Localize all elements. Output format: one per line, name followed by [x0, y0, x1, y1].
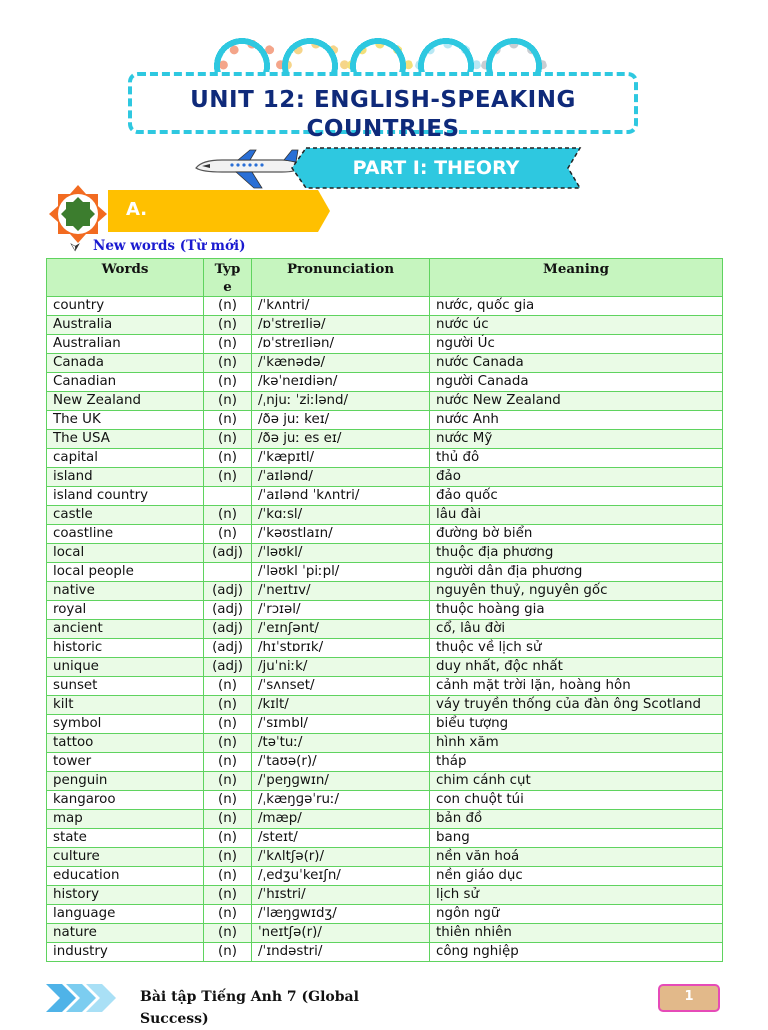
cell-type: (n)	[204, 772, 252, 791]
cell-pronunciation: /ˈeɪnʃənt/	[252, 620, 430, 639]
cell-pronunciation: /ˈpeŋɡwɪn/	[252, 772, 430, 791]
table-row	[47, 563, 723, 582]
table-row	[47, 506, 723, 525]
cell-type: (n)	[204, 867, 252, 886]
cell-word: history	[47, 886, 204, 905]
cell-type: (n)	[204, 354, 252, 373]
cell-meaning: thuộc hoàng gia	[430, 601, 723, 620]
cell-type: (n)	[204, 753, 252, 772]
cell-meaning: cảnh mặt trời lặn, hoàng hôn	[430, 677, 723, 696]
table-row	[47, 411, 723, 430]
cell-word: capital	[47, 449, 204, 468]
cell-word: Canadian	[47, 373, 204, 392]
cell-type	[204, 487, 252, 506]
table-row	[47, 943, 723, 962]
table-row	[47, 810, 723, 829]
cell-meaning: nguyên thuỷ, nguyên gốc	[430, 582, 723, 601]
cell-pronunciation: /steɪt/	[252, 829, 430, 848]
cell-type	[204, 563, 252, 582]
cell-pronunciation: /ɒˈstreɪliə/	[252, 316, 430, 335]
cell-type: (n)	[204, 696, 252, 715]
part-label: PART I: THEORY	[352, 157, 520, 179]
cell-word: historic	[47, 639, 204, 658]
cell-meaning: váy truyền thống của đàn ông Scotland	[430, 696, 723, 715]
cell-type: (n)	[204, 848, 252, 867]
cell-meaning: con chuột túi	[430, 791, 723, 810]
cell-meaning: lâu đài	[430, 506, 723, 525]
table-row	[47, 696, 723, 715]
cell-pronunciation: /ˈkʌltʃə(r)/	[252, 848, 430, 867]
cell-type: (n)	[204, 886, 252, 905]
cell-pronunciation: /kɪlt/	[252, 696, 430, 715]
cell-word: New Zealand	[47, 392, 204, 411]
cell-type: (n)	[204, 791, 252, 810]
vocabulary-table	[46, 258, 723, 962]
cell-word: Australian	[47, 335, 204, 354]
table-row	[47, 715, 723, 734]
table-row	[47, 734, 723, 753]
cell-meaning: biểu tượng	[430, 715, 723, 734]
cell-type: (adj)	[204, 620, 252, 639]
cell-word: penguin	[47, 772, 204, 791]
arrow-bullet-icon: ⮛	[70, 240, 81, 254]
cell-pronunciation: /ðə juː keɪ/	[252, 411, 430, 430]
table-row	[47, 772, 723, 791]
cell-type: (n)	[204, 392, 252, 411]
cell-meaning: cổ, lâu đời	[430, 620, 723, 639]
table-header-row	[47, 259, 723, 297]
cell-word: coastline	[47, 525, 204, 544]
cell-meaning: nền giáo dục	[430, 867, 723, 886]
table-row	[47, 829, 723, 848]
cell-pronunciation: /ðə juː es eɪ/	[252, 430, 430, 449]
cell-word: kilt	[47, 696, 204, 715]
airplane-icon	[192, 148, 304, 192]
table-row	[47, 620, 723, 639]
cell-type: (n)	[204, 373, 252, 392]
cell-pronunciation: /ˈkænədə/	[252, 354, 430, 373]
table-row	[47, 886, 723, 905]
table-row	[47, 487, 723, 506]
cell-pronunciation: /ˌedʒuˈkeɪʃn/	[252, 867, 430, 886]
section-label: A.	[126, 199, 148, 220]
table-row	[47, 316, 723, 335]
cell-meaning: người Canada	[430, 373, 723, 392]
cell-pronunciation: /mæp/	[252, 810, 430, 829]
cell-meaning: đảo	[430, 468, 723, 487]
cell-type: (n)	[204, 829, 252, 848]
cell-type: (adj)	[204, 544, 252, 563]
cell-pronunciation: /ˈaɪlənd ˈkʌntri/	[252, 487, 430, 506]
table-row	[47, 449, 723, 468]
cell-pronunciation: /kəˈneɪdiən/	[252, 373, 430, 392]
cell-word: symbol	[47, 715, 204, 734]
cell-meaning: người Úc	[430, 335, 723, 354]
page-number: 1	[684, 989, 694, 1004]
cell-type: (n)	[204, 297, 252, 316]
cell-type: (n)	[204, 810, 252, 829]
cell-meaning: nước Anh	[430, 411, 723, 430]
cell-word: island country	[47, 487, 204, 506]
cell-word: local	[47, 544, 204, 563]
cell-meaning: đảo quốc	[430, 487, 723, 506]
cell-pronunciation: /ˈneɪtɪv/	[252, 582, 430, 601]
chevron-arrows-icon	[46, 984, 126, 1012]
cell-pronunciation: /ˌkæŋɡəˈruː/	[252, 791, 430, 810]
table-row	[47, 791, 723, 810]
cell-meaning: nền văn hoá	[430, 848, 723, 867]
cell-word: country	[47, 297, 204, 316]
cell-type: (n)	[204, 677, 252, 696]
cell-word: Canada	[47, 354, 204, 373]
column-header-meaning: Meaning	[430, 259, 723, 297]
cell-meaning: bang	[430, 829, 723, 848]
cell-type: (n)	[204, 715, 252, 734]
cell-word: tower	[47, 753, 204, 772]
cell-word: nature	[47, 924, 204, 943]
cell-type: (adj)	[204, 601, 252, 620]
table-row	[47, 924, 723, 943]
cell-word: unique	[47, 658, 204, 677]
table-row	[47, 392, 723, 411]
cell-word: education	[47, 867, 204, 886]
cell-meaning: thuộc địa phương	[430, 544, 723, 563]
cell-meaning: người dân địa phương	[430, 563, 723, 582]
cell-type: (n)	[204, 506, 252, 525]
cell-pronunciation: /ˈkʌntri/	[252, 297, 430, 316]
cell-word: The UK	[47, 411, 204, 430]
cell-word: map	[47, 810, 204, 829]
table-row	[47, 544, 723, 563]
cell-pronunciation: /ˈkɑːsl/	[252, 506, 430, 525]
cell-meaning: nước, quốc gia	[430, 297, 723, 316]
cell-word: local people	[47, 563, 204, 582]
cell-type: (n)	[204, 449, 252, 468]
cell-meaning: hình xăm	[430, 734, 723, 753]
cell-meaning: nước úc	[430, 316, 723, 335]
cell-type: (adj)	[204, 658, 252, 677]
cell-meaning: chim cánh cụt	[430, 772, 723, 791]
table-row	[47, 867, 723, 886]
column-header-words: Words	[47, 259, 204, 297]
cell-meaning: tháp	[430, 753, 723, 772]
column-header-pronunciation: Pronunciation	[252, 259, 430, 297]
table-row	[47, 525, 723, 544]
cell-word: kangaroo	[47, 791, 204, 810]
cell-pronunciation: /ˈləʊkl/	[252, 544, 430, 563]
cell-pronunciation: /ˈtaʊə(r)/	[252, 753, 430, 772]
cell-pronunciation: /ˈsɪmbl/	[252, 715, 430, 734]
table-body	[47, 297, 723, 962]
cell-type: (n)	[204, 734, 252, 753]
unit-title: UNIT 12: ENGLISH-SPEAKING COUNTRIES	[190, 87, 576, 142]
cell-pronunciation: /ɒˈstreɪliən/	[252, 335, 430, 354]
cell-meaning: thuộc về lịch sử	[430, 639, 723, 658]
cell-type: (adj)	[204, 639, 252, 658]
table-row	[47, 373, 723, 392]
cell-word: ancient	[47, 620, 204, 639]
cell-type: (n)	[204, 411, 252, 430]
cell-meaning: bản đồ	[430, 810, 723, 829]
cell-word: native	[47, 582, 204, 601]
footer-book-title: Bài tập Tiếng Anh 7 (Global Success)	[140, 989, 359, 1027]
cell-pronunciation: /ˈhɪstri/	[252, 886, 430, 905]
table-row	[47, 354, 723, 373]
cell-meaning: nước New Zealand	[430, 392, 723, 411]
cell-word: language	[47, 905, 204, 924]
new-words-heading: New words (Từ mới)	[93, 238, 246, 254]
star-badge-icon	[48, 184, 108, 244]
cell-word: state	[47, 829, 204, 848]
cell-word: The USA	[47, 430, 204, 449]
gear-icon	[208, 32, 568, 72]
cell-meaning: nước Mỹ	[430, 430, 723, 449]
cell-type: (adj)	[204, 582, 252, 601]
cell-meaning: nước Canada	[430, 354, 723, 373]
cell-meaning: duy nhất, độc nhất	[430, 658, 723, 677]
unit-title-box	[128, 72, 638, 142]
cell-word: Australia	[47, 316, 204, 335]
cell-pronunciation: /ˈkæpɪtl/	[252, 449, 430, 468]
table-row	[47, 582, 723, 601]
cell-pronunciation: /ˈɪndəstri/	[252, 943, 430, 962]
cell-pronunciation: /ˈlæŋɡwɪdʒ/	[252, 905, 430, 924]
cell-pronunciation: /ˈrɔɪəl/	[252, 601, 430, 620]
cell-pronunciation: /ˈləʊkl ˈpiːpl/	[252, 563, 430, 582]
table-row	[47, 848, 723, 867]
cell-pronunciation: ˈneɪtʃə(r)/	[252, 924, 430, 943]
table-row	[47, 753, 723, 772]
table-row	[47, 639, 723, 658]
cell-type: (n)	[204, 468, 252, 487]
cell-meaning: đường bờ biển	[430, 525, 723, 544]
cell-pronunciation: /juˈniːk/	[252, 658, 430, 677]
cell-word: castle	[47, 506, 204, 525]
cell-pronunciation: /hɪˈstɒrɪk/	[252, 639, 430, 658]
cell-word: sunset	[47, 677, 204, 696]
table-row	[47, 905, 723, 924]
cell-type: (n)	[204, 430, 252, 449]
table-row	[47, 335, 723, 354]
cell-word: royal	[47, 601, 204, 620]
cell-type: (n)	[204, 335, 252, 354]
table-row	[47, 430, 723, 449]
cell-word: culture	[47, 848, 204, 867]
cell-pronunciation: /ˈkəʊstlaɪn/	[252, 525, 430, 544]
cell-meaning: ngôn ngữ	[430, 905, 723, 924]
cell-pronunciation: /ˈaɪlənd/	[252, 468, 430, 487]
cell-word: tattoo	[47, 734, 204, 753]
cell-word: island	[47, 468, 204, 487]
cell-type: (n)	[204, 924, 252, 943]
cell-type: (n)	[204, 905, 252, 924]
cell-pronunciation: /ˈsʌnset/	[252, 677, 430, 696]
cell-meaning: thiên nhiên	[430, 924, 723, 943]
table-row	[47, 297, 723, 316]
cell-type: (n)	[204, 943, 252, 962]
cell-meaning: lịch sử	[430, 886, 723, 905]
cell-type: (n)	[204, 316, 252, 335]
cell-word: industry	[47, 943, 204, 962]
table-row	[47, 677, 723, 696]
table-row	[47, 468, 723, 487]
cell-type: (n)	[204, 525, 252, 544]
cell-pronunciation: /təˈtuː/	[252, 734, 430, 753]
cell-pronunciation: /ˌnjuː ˈziːlənd/	[252, 392, 430, 411]
column-header-type: Typ e	[204, 259, 252, 297]
table-row	[47, 601, 723, 620]
cell-meaning: thủ đô	[430, 449, 723, 468]
table-row	[47, 658, 723, 677]
cell-meaning: công nghiệp	[430, 943, 723, 962]
